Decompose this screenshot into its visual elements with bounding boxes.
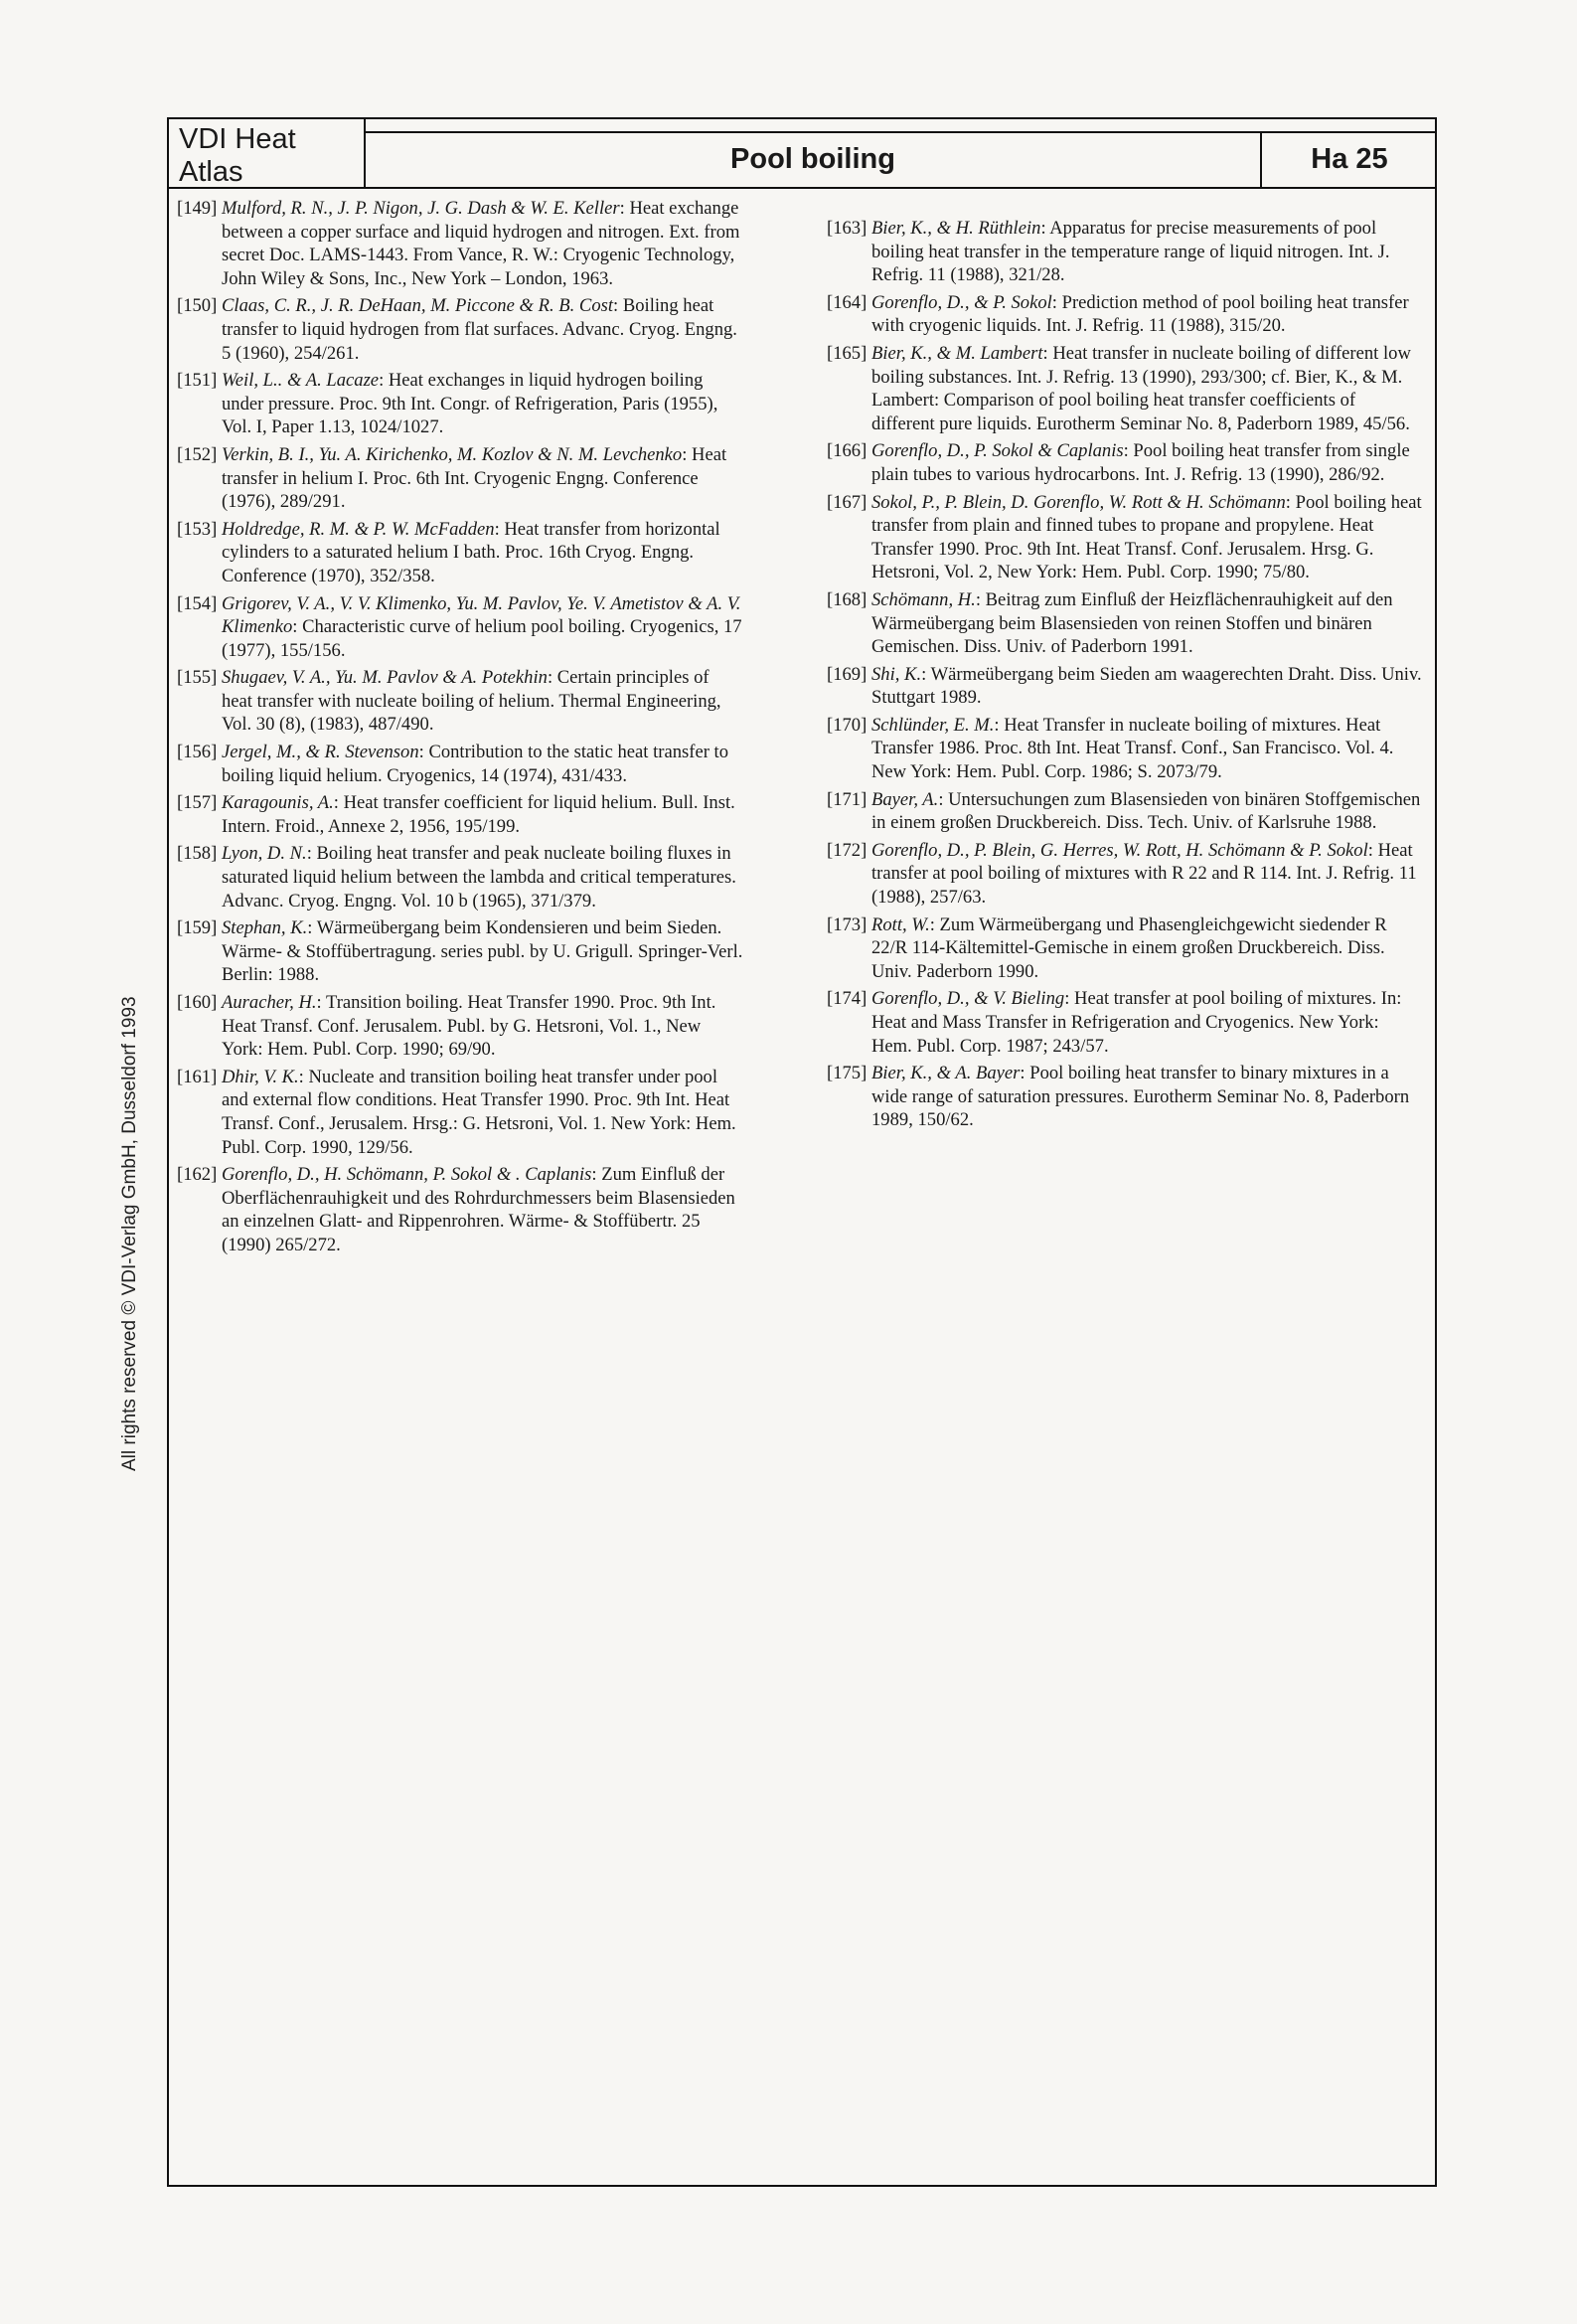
reference-entry	[827, 1062, 1423, 1132]
reference-authors: Bier, K., & H. Rüthlein	[871, 218, 1041, 239]
reference-authors: Bier, K., & M. Lambert	[871, 342, 1043, 364]
reference-authors: Gorenflo, D., H. Schömann, P. Sokol & . Caplanis	[222, 1164, 592, 1186]
reference-number: [166]	[827, 440, 867, 462]
reference-authors: Holdredge, R. M. & P. W. McFadden	[222, 518, 495, 540]
reference-text: : Heat Transfer in nucleate boiling of mixtures. Heat Transfer 1986. Proc. 8th Int. Heat Transf. Conf., San Francisco. Vol. 4. New York: Hem. Publ. Corp. 1986; S. 2073/79.	[871, 714, 1394, 783]
reference-number: [162]	[177, 1164, 218, 1186]
reference-entry	[827, 663, 1423, 710]
reference-authors: Jergel, M., & R. Stevenson	[222, 742, 419, 763]
reference-authors: Bayer, A.	[871, 788, 939, 810]
reference-text: : Contribution to the static heat transfer to boiling liquid helium. Cryogenics, 14 (1974), 431/433.	[222, 742, 728, 786]
reference-authors: Verkin, B. I., Yu. A. Kirichenko, M. Kozlov & N. M. Levchenko	[222, 443, 683, 465]
reference-entry	[177, 294, 743, 365]
reference-entry	[177, 369, 743, 439]
reference-number: [167]	[827, 491, 867, 513]
reference-number: [153]	[177, 518, 218, 540]
reference-text: : Heat exchange between a copper surface and liquid hydrogen and nitrogen. Ext. from secret Doc. LAMS-1443. From Vance, R. W.: Cryogenic Technology, John Wiley & Sons, Inc., New York – London, 1963.	[222, 198, 740, 289]
reference-authors: Stephan, K.	[222, 917, 308, 939]
reference-authors: Karagounis, A.	[222, 792, 334, 814]
references-right-column	[827, 217, 1423, 1136]
reference-number: [159]	[177, 917, 218, 939]
page-number: Ha 25	[1260, 131, 1437, 189]
reference-entry	[827, 987, 1423, 1058]
reference-entry	[177, 1066, 743, 1159]
reference-text: : Zum Wärmeübergang und Phasengleichgewicht siedender R 22/R 114-Kältemittel-Gemische in einem großen Druckbereich. Diss. Univ. Paderborn 1990.	[871, 913, 1387, 982]
reference-entry	[177, 991, 743, 1062]
reference-text: : Pool boiling heat transfer to binary mixtures in a wide range of saturation pressures. Eurotherm Seminar No. 8, Paderborn 1989, 150/62.	[871, 1063, 1410, 1131]
page-header	[167, 117, 1437, 189]
reference-entry	[827, 588, 1423, 659]
reference-text: : Zum Einfluß der Oberflächenrauhigkeit und des Rohrdurchmessers beim Blasensieden an einzelnen Glatt- and Rippenrohren. Wärme- & Stoffübertr. 25 (1990) 265/272.	[222, 1164, 735, 1255]
reference-number: [158]	[177, 843, 218, 865]
reference-entry	[827, 217, 1423, 287]
references-left-column	[177, 197, 743, 1261]
reference-number: [169]	[827, 663, 867, 685]
reference-text: : Characteristic curve of helium pool boiling. Cryogenics, 17 (1977), 155/156.	[222, 616, 742, 661]
copyright-note: All rights reserved © VDI-Verlag GmbH, Dusseldorf 1993	[119, 996, 140, 1471]
book-title: VDI Heat Atlas	[167, 117, 366, 189]
reference-number: [161]	[177, 1066, 218, 1087]
reference-number: [157]	[177, 792, 218, 814]
reference-text: : Untersuchungen zum Blasensieden von binären Stoffgemischen in einem großen Druckbereich. Diss. Tech. Univ. of Karlsruhe 1988.	[871, 788, 1421, 834]
reference-number: [155]	[177, 667, 218, 689]
reference-entry	[177, 842, 743, 913]
reference-number: [173]	[827, 913, 867, 935]
reference-authors: Mulford, R. N., J. P. Nigon, J. G. Dash & W. E. Keller	[222, 198, 620, 219]
reference-number: [164]	[827, 291, 867, 313]
reference-number: [152]	[177, 443, 218, 465]
reference-authors: Sokol, P., P. Blein, D. Gorenflo, W. Rott & H. Schömann	[871, 491, 1286, 513]
reference-authors: Weil, L.. & A. Lacaze	[222, 370, 380, 392]
reference-entry	[827, 291, 1423, 338]
section-title: Pool boiling	[366, 131, 1260, 189]
reference-authors: Auracher, H.	[222, 992, 317, 1013]
reference-text: : Pool boiling heat transfer from single plain tubes to various hydrocarbons. Int. J. Refrig. 13 (1990), 286/92.	[871, 440, 1410, 485]
reference-authors: Gorenflo, D., P. Blein, G. Herres, W. Rott, H. Schömann & P. Sokol	[871, 839, 1368, 861]
reference-authors: Bier, K., & A. Bayer	[871, 1063, 1021, 1084]
reference-text: : Prediction method of pool boiling heat transfer with cryogenic liquids. Int. J. Refrig. 11 (1988), 315/20.	[871, 291, 1409, 337]
reference-entry	[177, 1163, 743, 1256]
reference-entry	[827, 439, 1423, 486]
reference-number: [165]	[827, 342, 867, 364]
reference-entry	[177, 741, 743, 787]
reference-authors: Schlünder, E. M.	[871, 714, 995, 736]
reference-number: [151]	[177, 370, 218, 392]
reference-text: : Heat transfer from horizontal cylinders to a saturated helium I bath. Proc. 16th Cryog. Engng. Conference (1970), 352/358.	[222, 518, 720, 586]
reference-text: : Heat transfer in nucleate boiling of different low boiling substances. Int. J. Refrig. 13 (1990), 293/300; cf. Bier, K., & M. Lambert: Comparison of pool boiling heat transfer coefficients of different pure liquids. Eurotherm Seminar No. 8, Paderborn 1989, 45/56.	[871, 342, 1411, 434]
reference-text: : Wärmeübergang beim Sieden am waagerechten Draht. Diss. Univ. Stuttgart 1989.	[871, 663, 1422, 709]
reference-text: : Heat transfer at pool boiling of mixtures. In: Heat and Mass Transfer in Refrigeration and Cryogenics. New York: Hem. Publ. Corp. 1987; 243/57.	[871, 988, 1402, 1057]
reference-number: [149]	[177, 198, 218, 219]
reference-entry	[827, 342, 1423, 435]
reference-text: : Pool boiling heat transfer from plain and finned tubes to propane and propylene. Heat Transfer 1990. Proc. 9th Int. Heat Transf. Conf. Jerusalem. Hrsg. G. Hetsroni, Vol. 2, New York: Hem. Publ. Corp. 1990; 75/80.	[871, 491, 1422, 583]
reference-text: : Beitrag zum Einfluß der Heizflächenrauhigkeit auf den Wärmeübergang beim Blasensieden von reinen Stoffen und binären Gemischen. Diss. Univ. of Paderborn 1991.	[871, 588, 1393, 658]
reference-number: [156]	[177, 742, 218, 763]
reference-authors: Grigorev, V. A., V. V. Klimenko, Yu. M. Pavlov, Ye. V. Ametistov & A. V. Klimenko	[222, 592, 741, 638]
reference-number: [172]	[827, 839, 867, 861]
reference-authors: Gorenflo, D., P. Sokol & Caplanis	[871, 440, 1124, 462]
reference-number: [154]	[177, 592, 218, 614]
reference-text: : Heat transfer coefficient for liquid helium. Bull. Inst. Intern. Froid., Annexe 2, 1956, 195/199.	[222, 792, 735, 837]
reference-text: : Boiling heat transfer and peak nucleate boiling fluxes in saturated liquid helium between the lambda and critical temperatures. Advanc. Cryog. Engng. Vol. 10 b (1965), 371/379.	[222, 843, 736, 912]
reference-text: : Heat transfer at pool boiling of mixtures with R 22 and R 114. Int. J. Refrig. 11 (1988), 257/63.	[871, 839, 1417, 909]
reference-text: : Heat transfer in helium I. Proc. 6th Int. Cryogenic Engng. Conference (1976), 289/291.	[222, 443, 727, 513]
reference-entry	[827, 491, 1423, 584]
reference-number: [160]	[177, 992, 218, 1013]
reference-authors: Gorenflo, D., & P. Sokol	[871, 291, 1052, 313]
reference-number: [171]	[827, 788, 867, 810]
reference-text: : Apparatus for precise measurements of pool boiling heat transfer in the temperature range of liquid nitrogen. Int. J. Refrig. 11 (1988), 321/28.	[871, 218, 1390, 286]
reference-number: [150]	[177, 295, 218, 317]
reference-entry	[177, 791, 743, 838]
reference-number: [163]	[827, 218, 867, 239]
reference-authors: Lyon, D. N.	[222, 843, 307, 865]
reference-authors: Schömann, H.	[871, 588, 976, 610]
reference-authors: Rott, W.	[871, 913, 930, 935]
reference-authors: Shi, K.	[871, 663, 922, 685]
reference-entry	[827, 913, 1423, 984]
reference-authors: Dhir, V. K.	[222, 1066, 299, 1087]
reference-number: [174]	[827, 988, 867, 1010]
reference-text: : Wärmeübergang beim Kondensieren und beim Sieden. Wärme- & Stoffübertragung. series publ. by U. Grigull. Springer-Verl. Berlin: 1988.	[222, 917, 743, 986]
reference-number: [170]	[827, 714, 867, 736]
reference-text: : Transition boiling. Heat Transfer 1990. Proc. 9th Int. Heat Transf. Conf. Jerusalem. Publ. by G. Hetsroni, Vol. 1., New York: Hem. Publ. Corp. 1990; 69/90.	[222, 992, 716, 1061]
reference-entry	[177, 518, 743, 588]
reference-text: : Boiling heat transfer to liquid hydrogen from flat surfaces. Advanc. Cryog. Engng. 5 (1960), 254/261.	[222, 295, 737, 364]
reference-entry	[177, 197, 743, 290]
reference-authors: Claas, C. R., J. R. DeHaan, M. Piccone & R. B. Cost	[222, 295, 614, 317]
reference-entry	[827, 714, 1423, 784]
reference-text: : Heat exchanges in liquid hydrogen boiling under pressure. Proc. 9th Int. Congr. of Refrigeration, Paris (1955), Vol. I, Paper 1.13, 1024/1027.	[222, 370, 718, 438]
reference-entry	[177, 592, 743, 663]
reference-entry	[827, 839, 1423, 910]
reference-number: [168]	[827, 588, 867, 610]
reference-entry	[827, 788, 1423, 835]
reference-text: : Certain principles of heat transfer with nucleate boiling of helium. Thermal Engineering, Vol. 30 (8), (1983), 487/490.	[222, 667, 721, 736]
reference-entry	[177, 916, 743, 987]
reference-text: : Nucleate and transition boiling heat transfer under pool and external flow conditions. Heat Transfer 1990. Proc. 9th Int. Heat Transf. Conf., Jerusalem. Hrsg.: G. Hetsroni, Vol. 1. New York: Hem. Publ. Corp. 1990, 129/56.	[222, 1066, 736, 1158]
reference-authors: Shugaev, V. A., Yu. M. Pavlov & A. Potekhin	[222, 667, 548, 689]
reference-authors: Gorenflo, D., & V. Bieling	[871, 988, 1065, 1010]
reference-entry	[177, 666, 743, 737]
reference-number: [175]	[827, 1063, 867, 1084]
reference-entry	[177, 443, 743, 514]
